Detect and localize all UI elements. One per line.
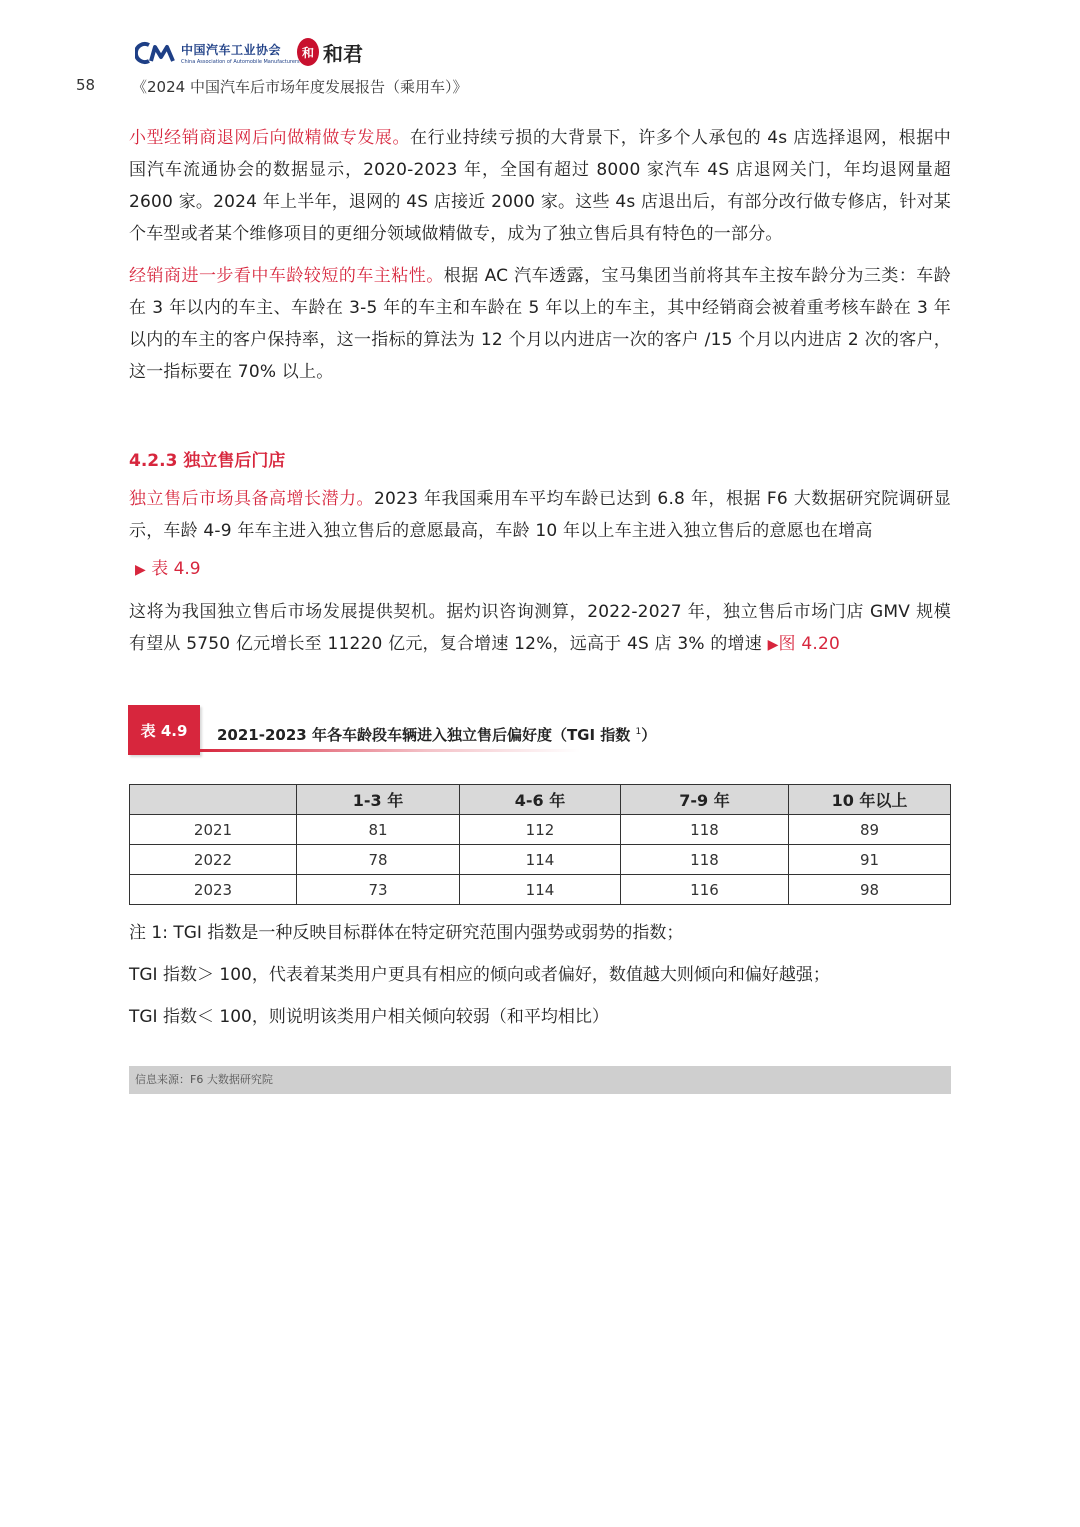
paragraph-1 bbox=[129, 122, 951, 250]
table-cell: 2023 bbox=[130, 875, 297, 905]
table-row bbox=[130, 845, 951, 875]
table-cell: 98 bbox=[789, 875, 951, 905]
page-number: 58 bbox=[76, 76, 96, 94]
arrow-icon: ▶ bbox=[767, 637, 779, 653]
table-notes bbox=[129, 918, 951, 1044]
arrow-icon: ▶ bbox=[135, 562, 146, 578]
paragraph-1-lead: 小型经销商退网后向做精做专发展。 bbox=[129, 128, 411, 148]
table-header-cell: 10 年以上 bbox=[789, 785, 951, 815]
table-title-text: 2021-2023 年各车龄段车辆进入独立售后偏好度（TGI 指数 bbox=[217, 726, 631, 744]
paragraph-1-body: 在行业持续亏损的大背景下，许多个人承包的 4s 店选择退网，根据中国汽车流通协会的数据显示，2020-2023 年，全国有超过 8000 家汽车 4S 店退网关门，年均退网量超 2600 家。2024 年上半年，退网的 4S 店接近 2000 家。这些 4s 店退出后，有部分改行做专修店，针对某个车型或者某个维修项目的更细分领域做精做专，成为了独立售后具有特色的一部分。 bbox=[129, 128, 951, 244]
paragraph-2-body: 根据 AC 汽车透露，宝马集团当前将其车主按车龄分为三类：车龄在 3 年以内的车主、车龄在 3-5 年的车主和车龄在 5 年以上的车主，其中经销商会被着重考核车龄在 3 年以内的车主的客户保持率，这一指标的算法为 12 个月以内进店一次的客户 /15 个月以内进店 2 次的客户，这一指标要在 70% 以上。 bbox=[129, 266, 951, 382]
table-cell: 81 bbox=[297, 815, 460, 845]
paragraph-4 bbox=[129, 596, 951, 661]
table-cell: 118 bbox=[621, 845, 789, 875]
table-cell: 2021 bbox=[130, 815, 297, 845]
paragraph-3-body: 2023 年我国乘用车平均车龄已达到 6.8 年，根据 F6 大数据研究院调研显示，车龄 4-9 年车主进入独立售后的意愿最高，车龄 10 年以上车主进入独立售后的意愿也在增高 bbox=[129, 489, 951, 541]
paragraph-4-body: 这将为我国独立售后市场发展提供契机。据灼识咨询测算，2022-2027 年，独立售后市场门店 GMV 规模有望从 5750 亿元增长至 11220 亿元，复合增速 12%，远高于 4S 店 3% 的增速 bbox=[129, 602, 951, 654]
table-cell: 91 bbox=[789, 845, 951, 875]
caam-logo-icon bbox=[135, 41, 177, 65]
table-badge: 表 4.9 bbox=[128, 705, 200, 755]
table-header-row bbox=[130, 785, 951, 815]
table-cell: 89 bbox=[789, 815, 951, 845]
caam-logo-en: China Association of Automobile Manufacturers bbox=[181, 59, 300, 65]
table-cell: 73 bbox=[297, 875, 460, 905]
note-1: 注 1: TGI 指数是一种反映目标群体在特定研究范围内强势或弱势的指数； bbox=[129, 923, 684, 943]
table-row bbox=[130, 875, 951, 905]
table-cell: 2022 bbox=[130, 845, 297, 875]
note-2: TGI 指数＞ 100，代表着某类用户更具有相应的倾向或者偏好，数值越大则倾向和偏好越强； bbox=[129, 965, 830, 985]
paragraph-3 bbox=[129, 483, 951, 547]
table-header-cell bbox=[130, 785, 297, 815]
table-cell: 112 bbox=[460, 815, 621, 845]
hejun-logo-name: 和君 bbox=[323, 41, 363, 66]
hejun-logo bbox=[297, 36, 363, 68]
section-heading: 4.2.3 独立售后门店 bbox=[129, 451, 286, 471]
figure-reference[interactable]: 图 4.20 bbox=[778, 634, 840, 654]
paragraph-2-lead: 经销商进一步看中车龄较短的车主粘性。 bbox=[129, 266, 444, 286]
caam-logo bbox=[135, 38, 300, 68]
table-header-cell: 1-3 年 bbox=[297, 785, 460, 815]
table-title-footnote-mark: 1 bbox=[635, 727, 642, 737]
body-content bbox=[129, 122, 951, 671]
tgi-table bbox=[129, 784, 951, 905]
table-cell: 118 bbox=[621, 815, 789, 845]
table-row bbox=[130, 815, 951, 845]
table-cell: 114 bbox=[460, 845, 621, 875]
page-header bbox=[0, 0, 1080, 110]
table-title-end: ） bbox=[641, 726, 657, 744]
table-cell: 114 bbox=[460, 875, 621, 905]
table-header-cell: 4-6 年 bbox=[460, 785, 621, 815]
note-3: TGI 指数＜ 100，则说明该类用户相关倾向较弱（和平均相比） bbox=[129, 1007, 609, 1027]
table-header-cell: 7-9 年 bbox=[621, 785, 789, 815]
hejun-seal-icon: 和 bbox=[297, 38, 319, 66]
table-title bbox=[217, 724, 656, 745]
table-reference-label[interactable]: 表 4.9 bbox=[151, 559, 201, 579]
caam-logo-cn: 中国汽车工业协会 bbox=[181, 43, 282, 57]
running-title: 《2024 中国汽车后市场年度发展报告（乘用车）》 bbox=[132, 78, 468, 96]
source-bar: 信息来源：F6 大数据研究院 bbox=[129, 1066, 951, 1094]
table-title-underline bbox=[200, 749, 580, 752]
paragraph-3-lead: 独立售后市场具备高增长潜力。 bbox=[129, 489, 375, 509]
paragraph-2 bbox=[129, 260, 951, 388]
table-title-block bbox=[128, 702, 951, 757]
table-cell: 78 bbox=[297, 845, 460, 875]
table-cell: 116 bbox=[621, 875, 789, 905]
table-reference[interactable] bbox=[135, 553, 951, 586]
